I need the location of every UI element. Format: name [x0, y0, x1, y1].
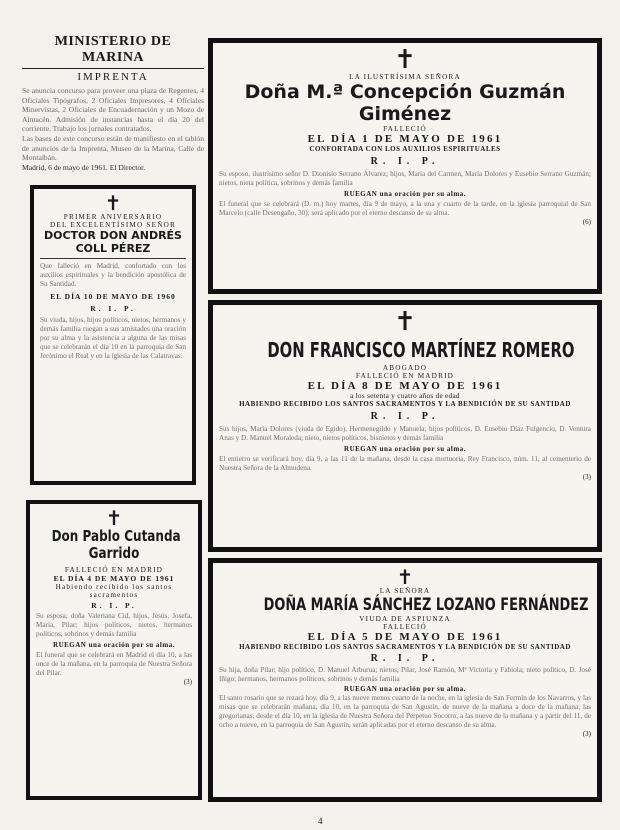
guzman-rip: R. I. P. [370, 156, 440, 167]
cross-icon: ✝ [396, 565, 414, 589]
sanchez-line4: HABIENDO RECIBIDO LOS SANTOS SACRAMENTOS Y LA BENDICIÓN DE SU SANTIDAD [239, 643, 571, 651]
martinez-date: EL DÍA 8 DE MAYO DE 1961 [307, 380, 503, 392]
sanchez-text1: Su hija, doña Pilar; hijo político, D. Manuel Arburua; nietos, Pilar, José Ramón, Mª Victoria y Fabiola; nieto político, D. José Iñigo; hermanos, hermanos políticos, sobrinos y demás familia [219, 666, 591, 683]
ministry-body: Se anuncia concurso para proveer una plaza de Regentes, 4 Oficiales Tipógrafos, 2 Oficiales Impresores, 4 Oficiales Minervistas, 2 Oficiales de Encuadernación y un Mozo de Almacén. Admisión de instancias hasta el día 20 del corriente. Trabajo los jornales contratados. [22, 86, 204, 134]
guzman-line2: FALLECIÓ [383, 125, 427, 133]
notice-sanchez [208, 558, 602, 802]
coll-date: EL DÍA 10 DE MAYO DE 1960 [50, 292, 176, 301]
guzman-line1: LA ILUSTRÍSIMA SEÑORA [349, 73, 461, 81]
sanchez-name: DOÑA MARÍA SÁNCHEZ LOZANO FERNÁNDEZ [263, 595, 589, 615]
sanchez-rip: R. I. P. [370, 653, 440, 664]
ministry-notice [22, 34, 204, 172]
cutanda-date: EL DÍA 4 DE MAYO DE 1961 [53, 574, 175, 583]
martinez-line2: FALLECIÓ EN MADRID [355, 372, 455, 380]
martinez-ruegan: RUEGAN una oración por su alma. [344, 445, 466, 453]
coll-text2: Su viuda, hijos, hijos políticos, nietos, hermanos y demás familia ruegan a sus amistades una oración por su alma y la asistencia a alguna de las misas que se celebrarán el día 10 en la parroquia de San Jerónimo el Real y en la iglesia de las Calatravas. [40, 316, 186, 360]
divider [40, 258, 186, 259]
cutanda-ruegan: RUEGAN una oración por su alma. [53, 641, 175, 649]
notice-guzman [208, 38, 602, 294]
cutanda-name1: Don Pablo Cutanda [51, 527, 181, 545]
coll-name1: DOCTOR DON ANDRÉS [44, 229, 182, 242]
guzman-name1: Doña M.ª Concepción Guzmán [244, 81, 566, 103]
ministry-title: MINISTERIO DE MARINA [22, 34, 204, 69]
page-number: 4 [318, 816, 323, 826]
sanchez-line2: VIUDA DE ASPIUNZA [359, 615, 451, 623]
martinez-line3: a los setenta y cuatro años de edad [350, 392, 460, 400]
guzman-text2: El funeral que se celebrará (D. m.) hoy martes, día 9 de mayo, a la una y cuarto de la tarde, en la iglesia parroquial de San Marcelo (calle Desengaño, 30); será aplicado por el eterno descanso de su alma. [219, 200, 591, 217]
coll-line2: DEL EXCELENTÍSIMO SEÑOR [50, 221, 176, 229]
notice-coll-perez [30, 185, 196, 485]
cutanda-text1: Su esposa, doña Valeriana Cid, hijos, Jesús, Josefa, María, Pilar; hijos políticos, nietos, hermanos políticos, sobrinos y demás familia [36, 612, 192, 638]
sanchez-line1: LA SEÑORA [379, 587, 431, 595]
cutanda-line2: Habiendo recibido los santos sacramentos [55, 583, 173, 599]
martinez-text1: Sus hijos, María Dolores (viuda de Egido), Hermenegildo y Manuela; hijos políticos, D. Eusebio Díaz Fulgencio, D. Ventura Anas y D. Manuel Moraleda; nieto, nietos políticos, bisnietos y demás familia [219, 425, 591, 442]
notice-cutanda [26, 500, 202, 800]
cutanda-text2: El funeral que se celebrará en Madrid el día 10, a las once de la mañana, en la parroquia de Nuestra Señora del Pilar. [36, 651, 192, 677]
cutanda-ref: (3) [183, 678, 192, 686]
sanchez-ruegan: RUEGAN una oración por su alma. [344, 685, 466, 693]
martinez-line1: ABOGADO [382, 364, 428, 372]
cutanda-name2: Garrido [88, 544, 140, 562]
guzman-ruegan: RUEGAN una oración por su alma. [344, 190, 466, 198]
coll-text1: Que falleció en Madrid, confortado con los auxilios espirituales y la bendición apostólica de Su Santidad. [40, 262, 186, 288]
notice-martinez [208, 300, 602, 552]
sanchez-text2: El santo rosario que se rezará hoy, día 9, a las nueve menos cuarto de la noche, en la iglesia de San Fermín de los Navarros, y las misas que se celebrarán mañana, día 10, en la parroquia de San Agustín, de nueve de la mañana a doce de la mañana; las gregorianas, desde el día 10, en la iglesia de Nuestra Señora del Perpetuo Socorro, a las nueve de la mañana y a partir del 11, de ocho a nueve, en la parroquia de San Agustín, serán aplicadas por el eterno descanso de su alma. [219, 694, 591, 729]
guzman-ref: (6) [582, 218, 591, 226]
sanchez-line3: FALLECIÓ [383, 623, 427, 631]
cross-icon: ✝ [394, 307, 416, 337]
coll-rip: R. I. P. [90, 304, 136, 313]
guzman-line3: CONFORTADA CON LOS AUXILIOS ESPIRITUALES [309, 145, 501, 153]
cross-icon: ✝ [394, 45, 416, 75]
cutanda-line1: FALLECIÓ EN MADRID [64, 566, 164, 574]
coll-line1: PRIMER ANIVERSARIO [63, 213, 163, 221]
martinez-ref: (3) [582, 473, 591, 481]
cross-icon: ✝ [104, 191, 122, 215]
guzman-date: EL DÍA 1 DE MAYO DE 1961 [307, 133, 503, 145]
cross-icon: ✝ [105, 506, 123, 530]
ministry-signature: Madrid, 6 de mayo de 1961. El Director. [22, 162, 146, 172]
guzman-name2: Giménez [358, 103, 452, 125]
sanchez-date: EL DÍA 5 DE MAYO DE 1961 [307, 631, 503, 643]
martinez-text2: El entierro se verificará hoy, día 9, a las 11 de la mañana, desde la casa mortuoria, Rey Francisco, núm. 11, al cementerio de Nuestra Señora de la Almudena. [219, 455, 591, 472]
martinez-name: DON FRANCISCO MARTÍNEZ ROMERO [267, 338, 575, 362]
coll-name2: COLL PÉREZ [75, 242, 151, 255]
martinez-line4: HABIENDO RECIBIDO LOS SANTOS SACRAMENTOS Y LA BENDICIÓN DE SU SANTIDAD [239, 400, 571, 408]
sanchez-ref: (3) [582, 730, 591, 738]
guzman-text1: Su esposo, ilustrísimo señor D. Dionisio Serrano Álvarez; hijos, María del Carmen, María Dolores y Eusebio Serrano Guzmán; nietos, nieta política, sobrinos y demás familia [219, 170, 591, 187]
ministry-body-2: Las bases de este concurso están de manifiesto en el tablón de anuncios de la Imprenta, Museo de la Marina, Calle de Montalbán. [22, 133, 204, 163]
cutanda-rip: R. I. P. [91, 601, 137, 610]
ministry-subtitle: IMPRENTA [77, 71, 149, 83]
martinez-rip: R. I. P. [370, 411, 440, 422]
